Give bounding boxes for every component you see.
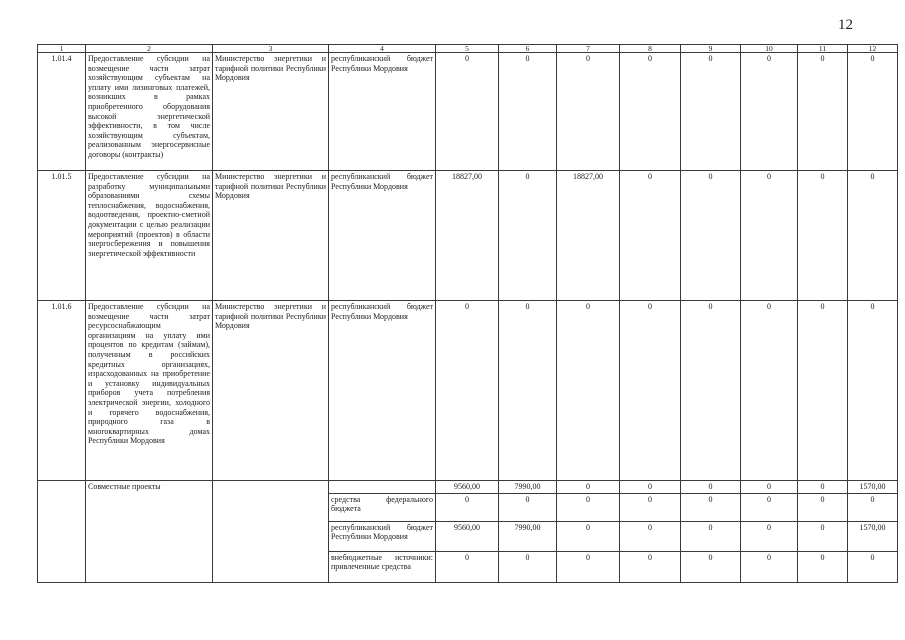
column-header: 4 [329,45,436,53]
value-cell: 0 [436,301,499,481]
row-code: 1.01.6 [38,301,86,481]
funding-source-label: республиканский бюджет Республики Мордовия [329,521,436,551]
total-value-cell: 7990,00 [499,481,557,494]
value-cell: 9560,00 [436,521,499,551]
row-description: Предоставление субсидии на возмещение части затрат ресурсоснабжающим организациям на уплату ими процентов по кредитам (займам), полученным в российских кредитных организациях, израсходованных на приобретение и установку индивидуальных приборов учета потребления электрической энергии, холодного и горячего водоснабжения, природного газа в многоквартирных домах Республики Мордовия [86,301,213,481]
page-number: 12 [838,17,853,33]
empty-executor-cell [213,481,329,583]
total-value-cell: 9560,00 [436,481,499,494]
value-cell: 0 [557,521,620,551]
value-cell: 0 [798,171,848,301]
value-cell: 0 [499,53,557,171]
total-value-cell: 0 [798,481,848,494]
value-cell: 0 [557,493,620,521]
value-cell: 0 [499,301,557,481]
row-funding-source: республиканский бюджет Республики Мордовия [329,171,436,301]
column-header: 11 [798,45,848,53]
value-cell: 0 [620,493,681,521]
column-header: 3 [213,45,329,53]
value-cell: 0 [499,171,557,301]
value-cell: 0 [620,551,681,582]
value-cell: 0 [620,301,681,481]
value-cell: 0 [741,171,798,301]
table-row [38,53,898,171]
value-cell: 0 [798,53,848,171]
total-value-cell: 0 [557,481,620,494]
value-cell: 0 [848,301,898,481]
value-cell: 0 [848,53,898,171]
value-cell: 0 [436,53,499,171]
row-code: 1.01.5 [38,171,86,301]
row-executor: Министерство энергетики и тарифной политики Республики Мордовия [213,171,329,301]
value-cell: 0 [436,551,499,582]
value-cell: 0 [681,53,741,171]
value-cell: 0 [741,493,798,521]
column-header: 10 [741,45,798,53]
value-cell: 0 [848,493,898,521]
table-row [38,171,898,301]
column-header-row [38,45,898,53]
value-cell: 0 [681,521,741,551]
value-cell: 0 [436,493,499,521]
value-cell: 0 [798,521,848,551]
total-value-cell: 0 [681,481,741,494]
row-code: 1.01.4 [38,53,86,171]
value-cell: 0 [798,551,848,582]
value-cell: 0 [681,551,741,582]
row-executor: Министерство энергетики и тарифной политики Республики Мордовия [213,301,329,481]
value-cell: 0 [499,493,557,521]
column-header: 6 [499,45,557,53]
value-cell: 0 [798,493,848,521]
value-cell: 1570,00 [848,521,898,551]
joint-projects-label: Совместные проекты [86,481,213,583]
row-description: Предоставление субсидии на разработку муниципальными образованиями схемы теплоснабжения, водоснабжения, водоотведения, проектно-сметной документации с целью реализации мероприятий (проектов) в области энергосбережения и повышения энергетической эффективности [86,171,213,301]
value-cell: 0 [620,521,681,551]
funding-source-label: внебюджетные источники: привлеченные средства [329,551,436,582]
value-cell: 18827,00 [557,171,620,301]
program-table [37,44,898,583]
column-header: 12 [848,45,898,53]
funding-source-label: средства федерального бюджета [329,493,436,521]
table-row [38,301,898,481]
value-cell: 0 [499,551,557,582]
total-value-cell: 1570,00 [848,481,898,494]
column-header: 9 [681,45,741,53]
value-cell: 0 [557,551,620,582]
row-executor: Министерство энергетики и тарифной политики Республики Мордовия [213,53,329,171]
value-cell: 0 [681,301,741,481]
total-value-cell: 0 [741,481,798,494]
row-description: Предоставление субсидии на возмещение части затрат хозяйствующим субъектам на уплату ими лизинговых платежей, возникших в рамках приобретенного оборудования высокой энергетической эффективности, в том числе хозяйствующим субъектам, реализованным энергосервисные договоры (контракты) [86,53,213,171]
joint-projects-total-row [38,481,898,494]
value-cell: 0 [557,53,620,171]
value-cell: 0 [798,301,848,481]
column-header: 5 [436,45,499,53]
value-cell: 0 [741,301,798,481]
value-cell: 0 [741,53,798,171]
total-value-cell: 0 [620,481,681,494]
empty-code-cell [38,481,86,583]
column-header: 7 [557,45,620,53]
column-header: 2 [86,45,213,53]
value-cell: 0 [557,301,620,481]
value-cell: 0 [620,171,681,301]
value-cell: 7990,00 [499,521,557,551]
empty-source-cell [329,481,436,494]
column-header: 1 [38,45,86,53]
value-cell: 18827,00 [436,171,499,301]
value-cell: 0 [848,171,898,301]
value-cell: 0 [848,551,898,582]
value-cell: 0 [681,171,741,301]
row-funding-source: республиканский бюджет Республики Мордовия [329,301,436,481]
value-cell: 0 [681,493,741,521]
column-header: 8 [620,45,681,53]
value-cell: 0 [741,551,798,582]
value-cell: 0 [741,521,798,551]
value-cell: 0 [620,53,681,171]
row-funding-source: республиканский бюджет Республики Мордовия [329,53,436,171]
